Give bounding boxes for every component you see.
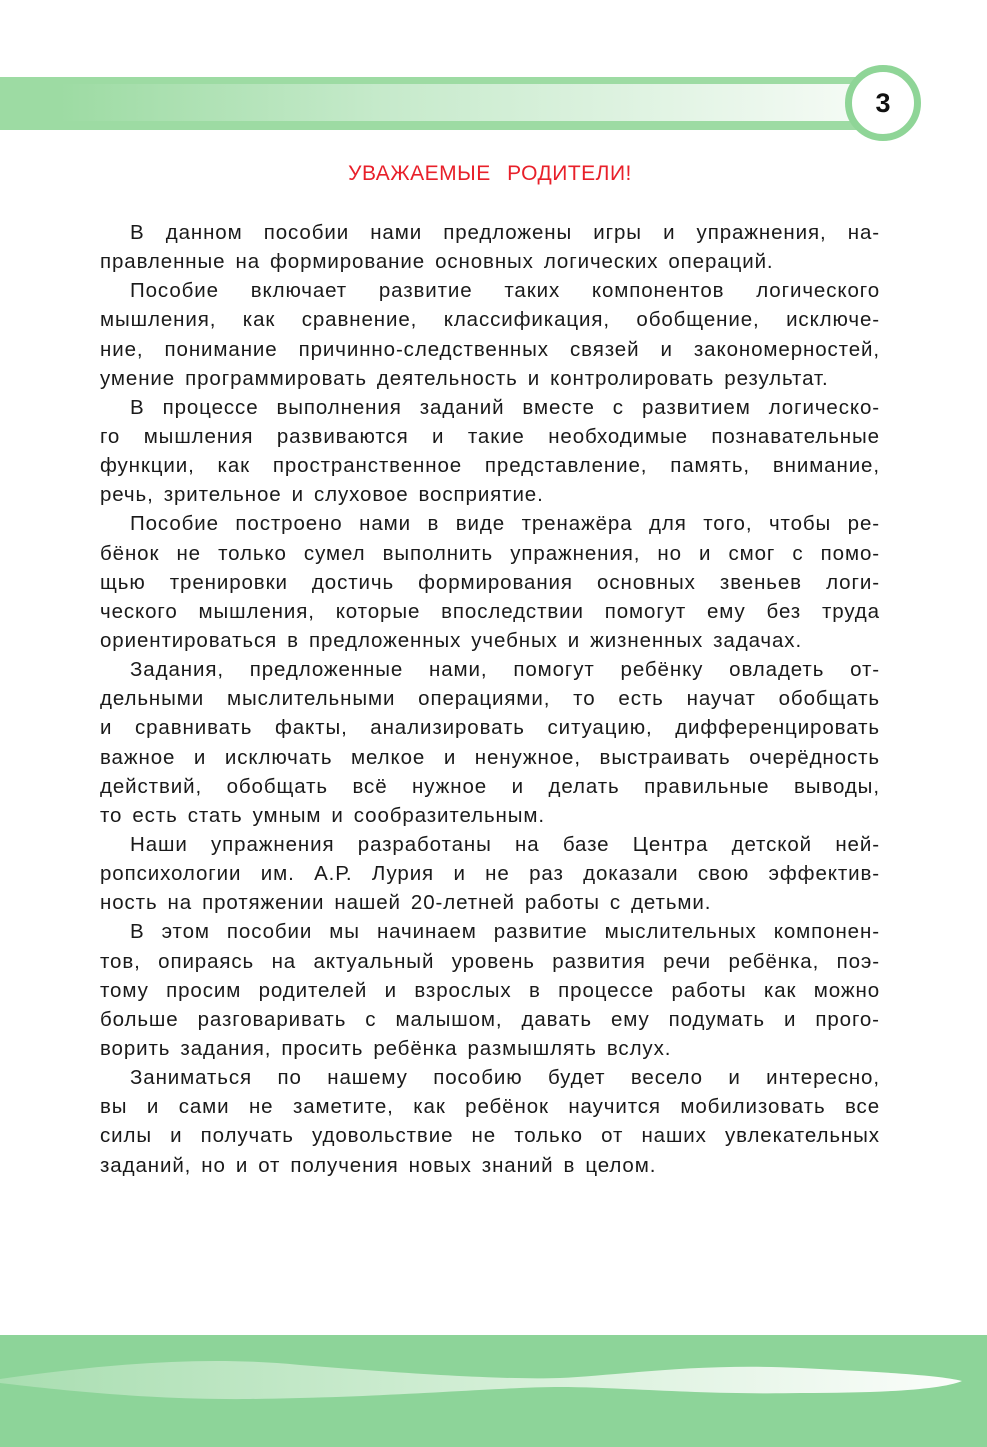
text-line: В процессе выполнения заданий вместе с развитием логическо- [130, 395, 880, 419]
footer-band [0, 1335, 987, 1447]
text-line: ние, понимание причинно-следственных связей и закономерностей, [100, 337, 880, 361]
body-text [100, 218, 880, 1180]
text-line: ропсихологии им. А.Р. Лурия и не раз доказали свою эффектив- [100, 862, 880, 886]
text-line: речь, зрительное и слуховое восприятие. [100, 483, 544, 507]
text-line: го мышления развиваются и такие необходимые познавательные [100, 424, 880, 448]
text-line: ность на протяжении нашей 20-летней работы с детьми. [100, 891, 712, 915]
text-line: правленные на формирование основных логических операций. [100, 250, 774, 274]
footer-wave [0, 1335, 987, 1447]
text-line: щью тренировки достичь формирования основных звеньев логи- [100, 570, 880, 594]
text-line: В этом пособии мы начинаем развитие мыслительных компонен- [130, 920, 880, 944]
text-line: Наши упражнения разработаны на базе Центра детской ней- [130, 832, 880, 856]
page-number: 3 [845, 65, 921, 141]
text-line: силы и получать удовольствие не только от наших увлекательных [100, 1124, 880, 1148]
text-line: действий, обобщать всё нужное и делать правильные выводы, [100, 774, 880, 798]
text-line: В данном пособии нами предложены игры и упражнения, на- [130, 221, 880, 244]
text-line: ворить задания, просить ребёнка размышлять вслух. [100, 1036, 672, 1060]
text-line: Задания, предложенные нами, помогут ребёнку овладеть от- [130, 658, 880, 682]
text-line: заданий, но и от получения новых знаний в целом. [100, 1153, 657, 1177]
header-bar [0, 77, 870, 130]
page-title: УВАЖАЕМЫЕ РОДИТЕЛИ! [348, 162, 632, 185]
text-line: мышления, как сравнение, классификация, обобщение, исключе- [100, 308, 880, 332]
text-line: больше разговаривать с малышом, давать ему подумать и прого- [100, 1007, 880, 1031]
text-line: умение программировать деятельность и контролировать результат. [100, 366, 829, 390]
text-line: Пособие включает развитие таких компонентов логического [130, 279, 880, 303]
text-line: вы и сами не заметите, как ребёнок научится мобилизовать все [100, 1095, 880, 1119]
text-line: то есть стать умным и сообразительным. [100, 803, 545, 827]
text-line: и сравнивать факты, анализировать ситуацию, дифференцировать [100, 716, 880, 740]
text-line: ориентироваться в предложенных учебных и жизненных задачах. [100, 628, 803, 652]
text-line: ческого мышления, которые впоследствии помогут ему без труда [100, 599, 880, 623]
text-line: важное и исключать мелкое и ненужное, выстраивать очерёдность [100, 745, 880, 769]
text-line: тому просим родителей и взрослых в процессе работы как можно [100, 978, 880, 1002]
text-line: тов, опираясь на актуальный уровень развития речи ребёнка, поэ- [100, 949, 880, 973]
text-line: Заниматься по нашему пособию будет весело и интересно, [130, 1066, 880, 1090]
text-line: бёнок не только сумел выполнить упражнения, но и смог с помо- [100, 541, 880, 565]
text-line: Пособие построено нами в виде тренажёра для того, чтобы ре- [130, 512, 880, 536]
text-line: функции, как пространственное представление, память, внимание, [100, 454, 880, 478]
header-gradient [60, 84, 870, 121]
text-line: дельными мыслительными операциями, то есть научат обобщать [100, 687, 880, 711]
